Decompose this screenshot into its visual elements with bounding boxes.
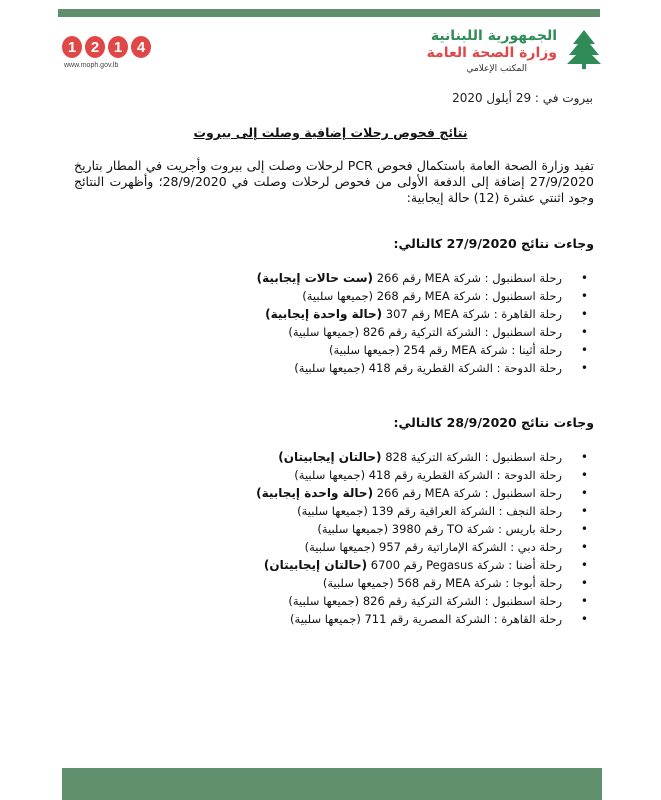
flight-result-text: رحلة اسطنبول : شركة MEA رقم 266 [373, 486, 562, 500]
intro-paragraph: تفيد وزارة الصحة العامة باستكمال فحوص PCR لرحلات وصلت إلى بيروت وأجريت في المطار بتاريخ 27/9/2020 إضافة إلى الدفعة الأولى من فحوص لرحلات وصلت في 28/9/2020؛ وأظهرت النتائج وجود اثنتي عشرة (12) حالة إيجابية: [74, 158, 594, 205]
footer-accent-bar [62, 768, 602, 800]
flight-result [74, 287, 562, 305]
flight-result [74, 556, 562, 574]
header-accent-bar [58, 9, 600, 17]
date-line: بيروت في : 29 أيلول 2020 [452, 91, 593, 105]
hotline-digit: 1 [108, 36, 128, 58]
document-title: نتائج فحوص رحلات إضافية وصلت إلى بيروت [193, 125, 468, 140]
flight-result [74, 341, 562, 359]
hotline-digit: 4 [131, 36, 151, 58]
ministry-name: وزارة الصحة العامة [426, 45, 557, 61]
flight-result-text: رحلة القاهرة : شركة MEA رقم 307 [382, 307, 562, 321]
media-office-label: المكتب الإعلامي [466, 64, 527, 74]
flight-result [74, 466, 562, 484]
flight-result-text: رحلة دبي : الشركة الإماراتية رقم 957 (جميعها سلبية) [304, 540, 562, 554]
flight-result-text: رحلة النجف : الشركة العراقية رقم 139 (جميعها سلبية) [297, 504, 562, 518]
flight-result-text: رحلة اسطنبول : الشركة التركية رقم 826 (جميعها سلبية) [288, 594, 562, 608]
flight-result-text: رحلة أبوجا : شركة MEA رقم 568 (جميعها سلبية) [322, 576, 562, 590]
flight-result-text: رحلة القاهرة : الشركة المصرية رقم 711 (جميعها سلبية) [290, 612, 562, 626]
flight-result [74, 502, 562, 520]
results-list [74, 269, 594, 377]
section-heading: وجاءت نتائج 27/9/2020 كالتالي: [393, 236, 594, 251]
hotline-digit: 2 [85, 36, 105, 58]
flight-result [74, 520, 562, 538]
flight-result [74, 484, 562, 502]
cedar-icon [565, 28, 603, 70]
flight-result [74, 610, 562, 628]
flight-result-text: رحلة الدوحة : الشركة القطرية رقم 418 (جميعها سلبية) [294, 361, 562, 375]
results-section-sep-28 [74, 415, 594, 628]
flight-result-text: رحلة باريس : شركة TO رقم 3980 (جميعها سلبية) [317, 522, 562, 536]
flight-result-text: رحلة اسطنبول : الشركة التركية 828 [381, 450, 562, 464]
flight-result-text: رحلة أضنا : شركة Pegasus رقم 6700 [367, 558, 562, 572]
results-list [74, 448, 594, 628]
hotline-digit: 1 [62, 36, 82, 58]
flight-result-text: رحلة اسطنبول : شركة MEA رقم 266 [373, 271, 562, 285]
flight-result [74, 538, 562, 556]
positive-cases-note: (حالة واحدة إيجابية) [265, 307, 383, 321]
hotline-number [62, 36, 151, 58]
positive-cases-note: (ست حالات إيجابية) [256, 271, 374, 285]
flight-result-text: رحلة اسطنبول : الشركة التركية رقم 826 (جميعها سلبية) [288, 325, 562, 339]
flight-result [74, 359, 562, 377]
flight-result-text: رحلة الدوحة : الشركة القطرية رقم 418 (جميعها سلبية) [294, 468, 562, 482]
website-url: www.moph.gov.lb [64, 62, 119, 69]
flight-result-text: رحلة أثينا : شركة MEA رقم 254 (جميعها سلبية) [328, 343, 562, 357]
results-section-sep-27 [74, 236, 594, 377]
flight-result [74, 574, 562, 592]
flight-result [74, 592, 562, 610]
ministry-logo [427, 28, 603, 76]
positive-cases-note: (حالتان إيجابيتان) [278, 450, 382, 464]
positive-cases-note: (حالة واحدة إيجابية) [256, 486, 374, 500]
republic-name: الجمهورية اللبنانية [430, 28, 557, 44]
positive-cases-note: (حالتان إيجابيتان) [263, 558, 368, 572]
flight-result-text: رحلة اسطنبول : شركة MEA رقم 268 (جميعها سلبية) [302, 289, 562, 303]
flight-result [74, 269, 562, 287]
flight-result [74, 305, 562, 323]
section-heading: وجاءت نتائج 28/9/2020 كالتالي: [393, 415, 594, 430]
flight-result [74, 448, 562, 466]
flight-result [74, 323, 562, 341]
